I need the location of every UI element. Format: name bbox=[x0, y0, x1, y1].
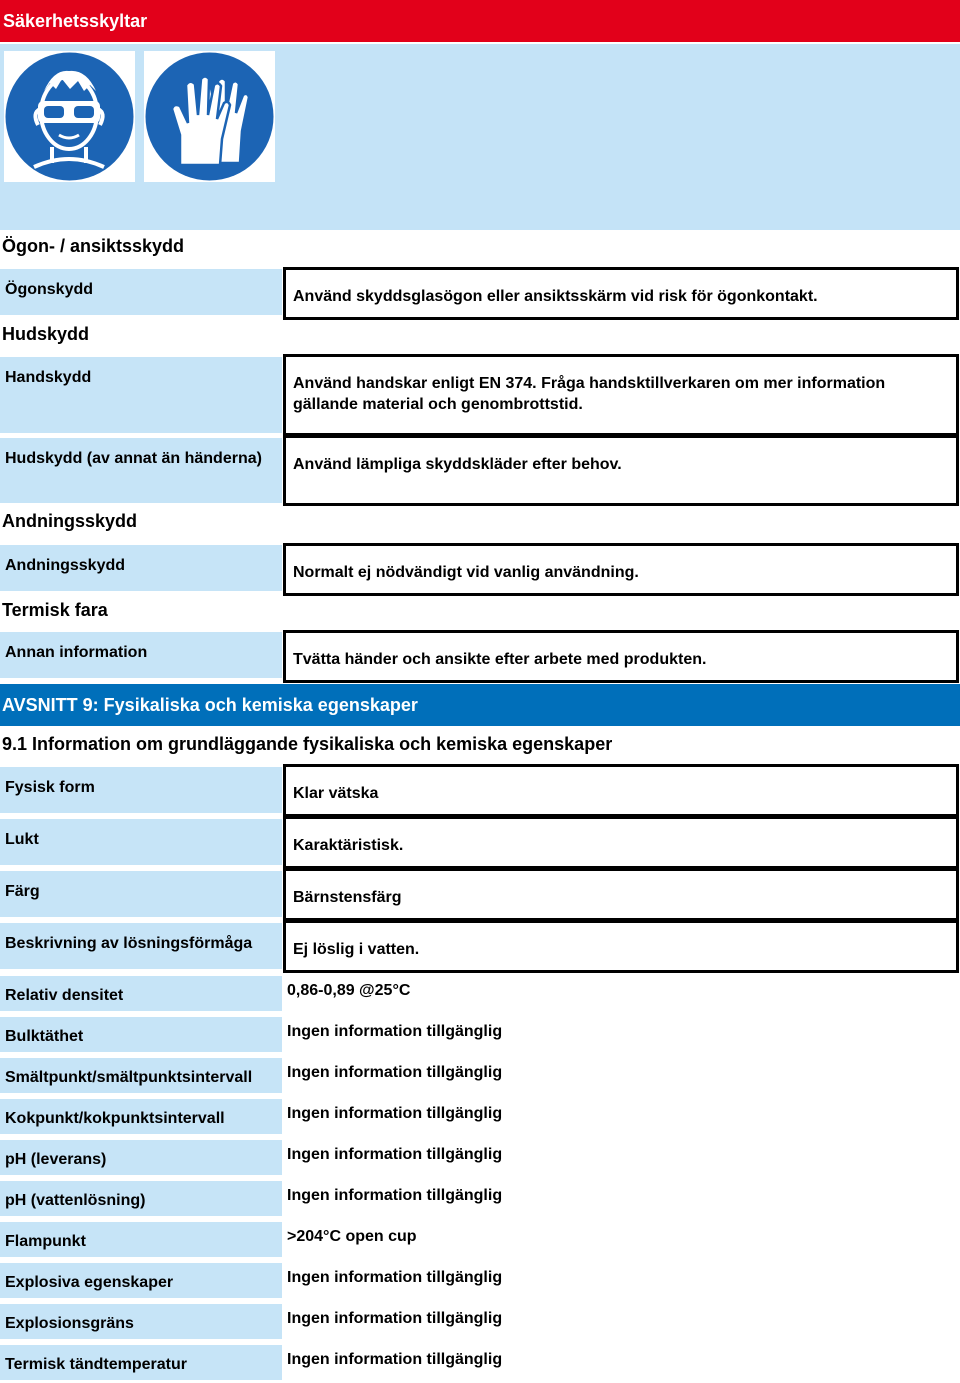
eye-protection-pictogram bbox=[4, 51, 135, 182]
table-row-value: Ingen information tillgänglig bbox=[287, 1023, 503, 1040]
skin-protection-title: Hudskydd bbox=[2, 324, 90, 344]
table-row-label: Kokpunkt/kokpunktsintervall bbox=[0, 1099, 282, 1134]
solubility-label: Beskrivning av lösningsförmåga bbox=[0, 923, 282, 969]
color-label: Färg bbox=[0, 871, 282, 917]
physical-form-label: Fysisk form bbox=[0, 767, 282, 813]
table-row-label: pH (vattenlösning) bbox=[0, 1181, 282, 1216]
goggles-icon bbox=[4, 51, 135, 182]
respiratory-label: Andningsskydd bbox=[0, 545, 282, 591]
other-information-value: Tvätta händer och ansikte efter arbete med produkten. bbox=[283, 630, 959, 683]
table-row-value: >204°C open cup bbox=[287, 1228, 417, 1245]
table-row-value: Ingen information tillgänglig bbox=[287, 1146, 503, 1163]
odor-label: Lukt bbox=[0, 819, 282, 865]
thermal-hazard-title: Termisk fara bbox=[2, 600, 108, 620]
table-row-value: Ingen information tillgänglig bbox=[287, 1187, 503, 1204]
gloves-icon bbox=[144, 51, 275, 182]
respiratory-title: Andningsskydd bbox=[2, 511, 138, 531]
table-row-value: Ingen information tillgänglig bbox=[287, 1269, 503, 1286]
hand-protection-label: Handskydd bbox=[0, 357, 282, 433]
table-row-label: Smältpunkt/smältpunktsintervall bbox=[0, 1058, 282, 1093]
other-information-label: Annan information bbox=[0, 632, 282, 678]
body-protection-label: Hudskydd (av annat än händerna) bbox=[0, 438, 282, 503]
safety-signs-header: Säkerhetsskyltar bbox=[0, 0, 960, 42]
color-value: Bärnstensfärg bbox=[283, 868, 959, 921]
table-row-value: Ingen information tillgänglig bbox=[287, 1064, 503, 1081]
table-row-label: Relativ densitet bbox=[0, 976, 282, 1011]
hand-protection-value: Använd handskar enligt EN 374. Fråga handsktillverkaren om mer information gällande material och genombrottstid. bbox=[283, 354, 959, 436]
section-9-header: AVSNITT 9: Fysikaliska och kemiska egenskaper bbox=[0, 684, 960, 726]
eye-protection-title: Ögon- / ansiktsskydd bbox=[2, 236, 185, 256]
respiratory-value: Normalt ej nödvändigt vid vanlig användning. bbox=[283, 543, 959, 596]
solubility-value: Ej löslig i vatten. bbox=[283, 920, 959, 973]
table-row-value: Ingen information tillgänglig bbox=[287, 1351, 503, 1368]
table-row-label: Termisk tändtemperatur bbox=[0, 1345, 282, 1380]
table-row-value: Ingen information tillgänglig bbox=[287, 1105, 503, 1122]
eye-protection-label: Ögonskydd bbox=[0, 269, 282, 315]
table-row-label: Explosiva egenskaper bbox=[0, 1263, 282, 1298]
table-row-label: Bulktäthet bbox=[0, 1017, 282, 1052]
table-row-value: 0,86-0,89 @25°C bbox=[287, 982, 411, 999]
body-protection-value: Använd lämpliga skyddskläder efter behov. bbox=[283, 435, 959, 506]
table-row-label: pH (leverans) bbox=[0, 1140, 282, 1175]
odor-value: Karaktäristisk. bbox=[283, 816, 959, 869]
table-row-value: Ingen information tillgänglig bbox=[287, 1310, 503, 1327]
table-row-label: Flampunkt bbox=[0, 1222, 282, 1257]
hand-protection-pictogram bbox=[144, 51, 275, 182]
physical-form-value: Klar vätska bbox=[283, 764, 959, 817]
table-row-label: Explosionsgräns bbox=[0, 1304, 282, 1339]
section-9-1-title: 9.1 Information om grundläggande fysikaliska och kemiska egenskaper bbox=[2, 734, 613, 754]
eye-protection-value: Använd skyddsglasögon eller ansiktsskärm vid risk för ögonkontakt. bbox=[283, 267, 959, 320]
